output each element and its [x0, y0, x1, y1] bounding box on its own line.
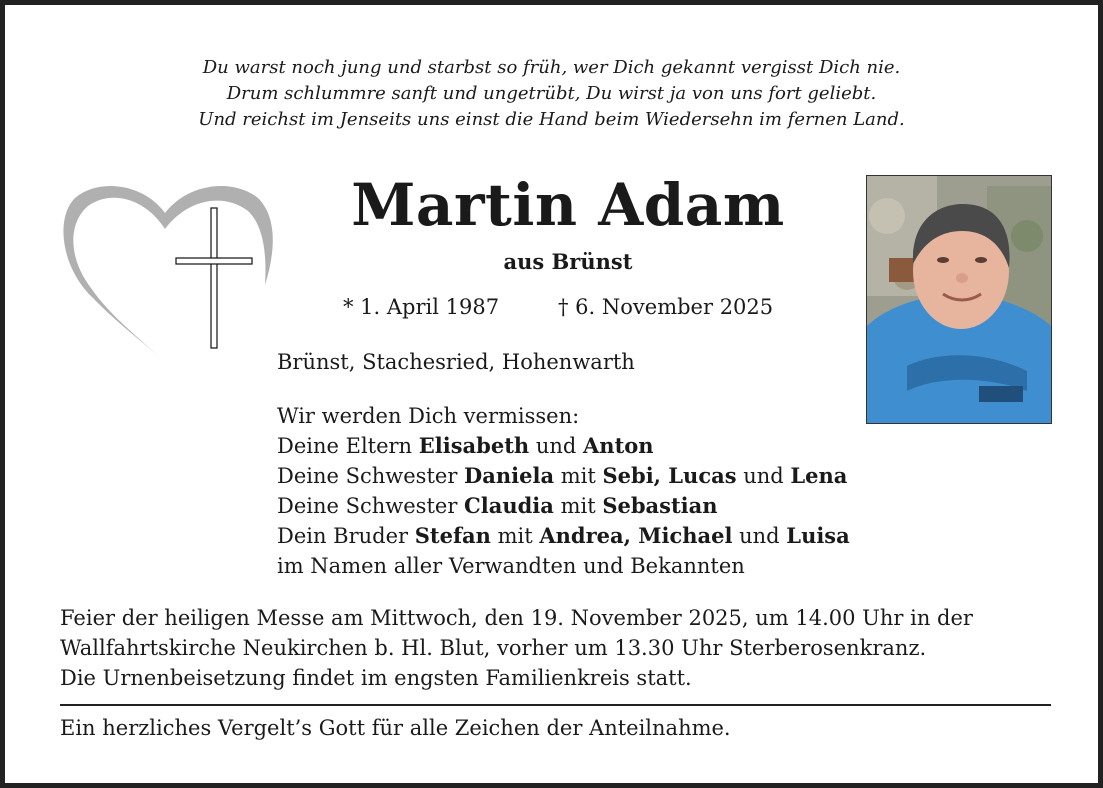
death-date: † 6. November 2025	[558, 295, 774, 319]
cross-icon	[176, 208, 252, 348]
poem-line-3: Und reichst im Jenseits uns einst die Hand beim Wiedersehn im fernen Land.	[198, 109, 905, 130]
mourners-brother: Dein Bruder Stefan mit Andrea, Michael und Luisa	[277, 523, 850, 548]
mourners-sister-1: Deine Schwester Daniela mit Sebi, Lucas und Lena	[277, 463, 848, 488]
divider	[60, 704, 1051, 706]
thanks-note: Ein herzliches Vergelt’s Gott für alle Zeichen der Anteilnahme.	[60, 716, 731, 740]
mourners-intro: Wir werden Dich vermissen:	[277, 404, 580, 428]
service-line-1: Feier der heiligen Messe am Mittwoch, den 19. November 2025, um 14.00 Uhr in der	[60, 606, 973, 630]
poem-line-2: Drum schlummre sanft und ungetrübt, Du wirst ja von uns fort geliebt.	[226, 83, 877, 104]
service-line-3: Die Urnenbeisetzung findet im engsten Familienkreis statt.	[60, 666, 692, 690]
deceased-origin: aus Brünst	[503, 249, 633, 274]
birth-date: * 1. April 1987	[343, 295, 500, 319]
places: Brünst, Stachesried, Hohenwarth	[277, 350, 635, 374]
mourners-parents: Deine Eltern Elisabeth und Anton	[277, 433, 654, 458]
mourners-list	[277, 401, 850, 581]
mourners-closing: im Namen aller Verwandten und Bekannten	[277, 554, 745, 578]
service-line-2: Wallfahrtskirche Neukirchen b. Hl. Blut, vorher um 13.30 Uhr Sterberosenkranz.	[60, 636, 927, 660]
deceased-name: Martin Adam	[351, 171, 785, 239]
portrait-photo	[866, 175, 1052, 424]
heart-icon	[53, 173, 283, 367]
poem	[5, 55, 1098, 133]
mourners-sister-2: Deine Schwester Claudia mit Sebastian	[277, 493, 718, 518]
service-info	[60, 603, 973, 693]
poem-line-1: Du warst noch jung und starbst so früh, wer Dich gekannt vergisst Dich nie.	[202, 57, 901, 78]
